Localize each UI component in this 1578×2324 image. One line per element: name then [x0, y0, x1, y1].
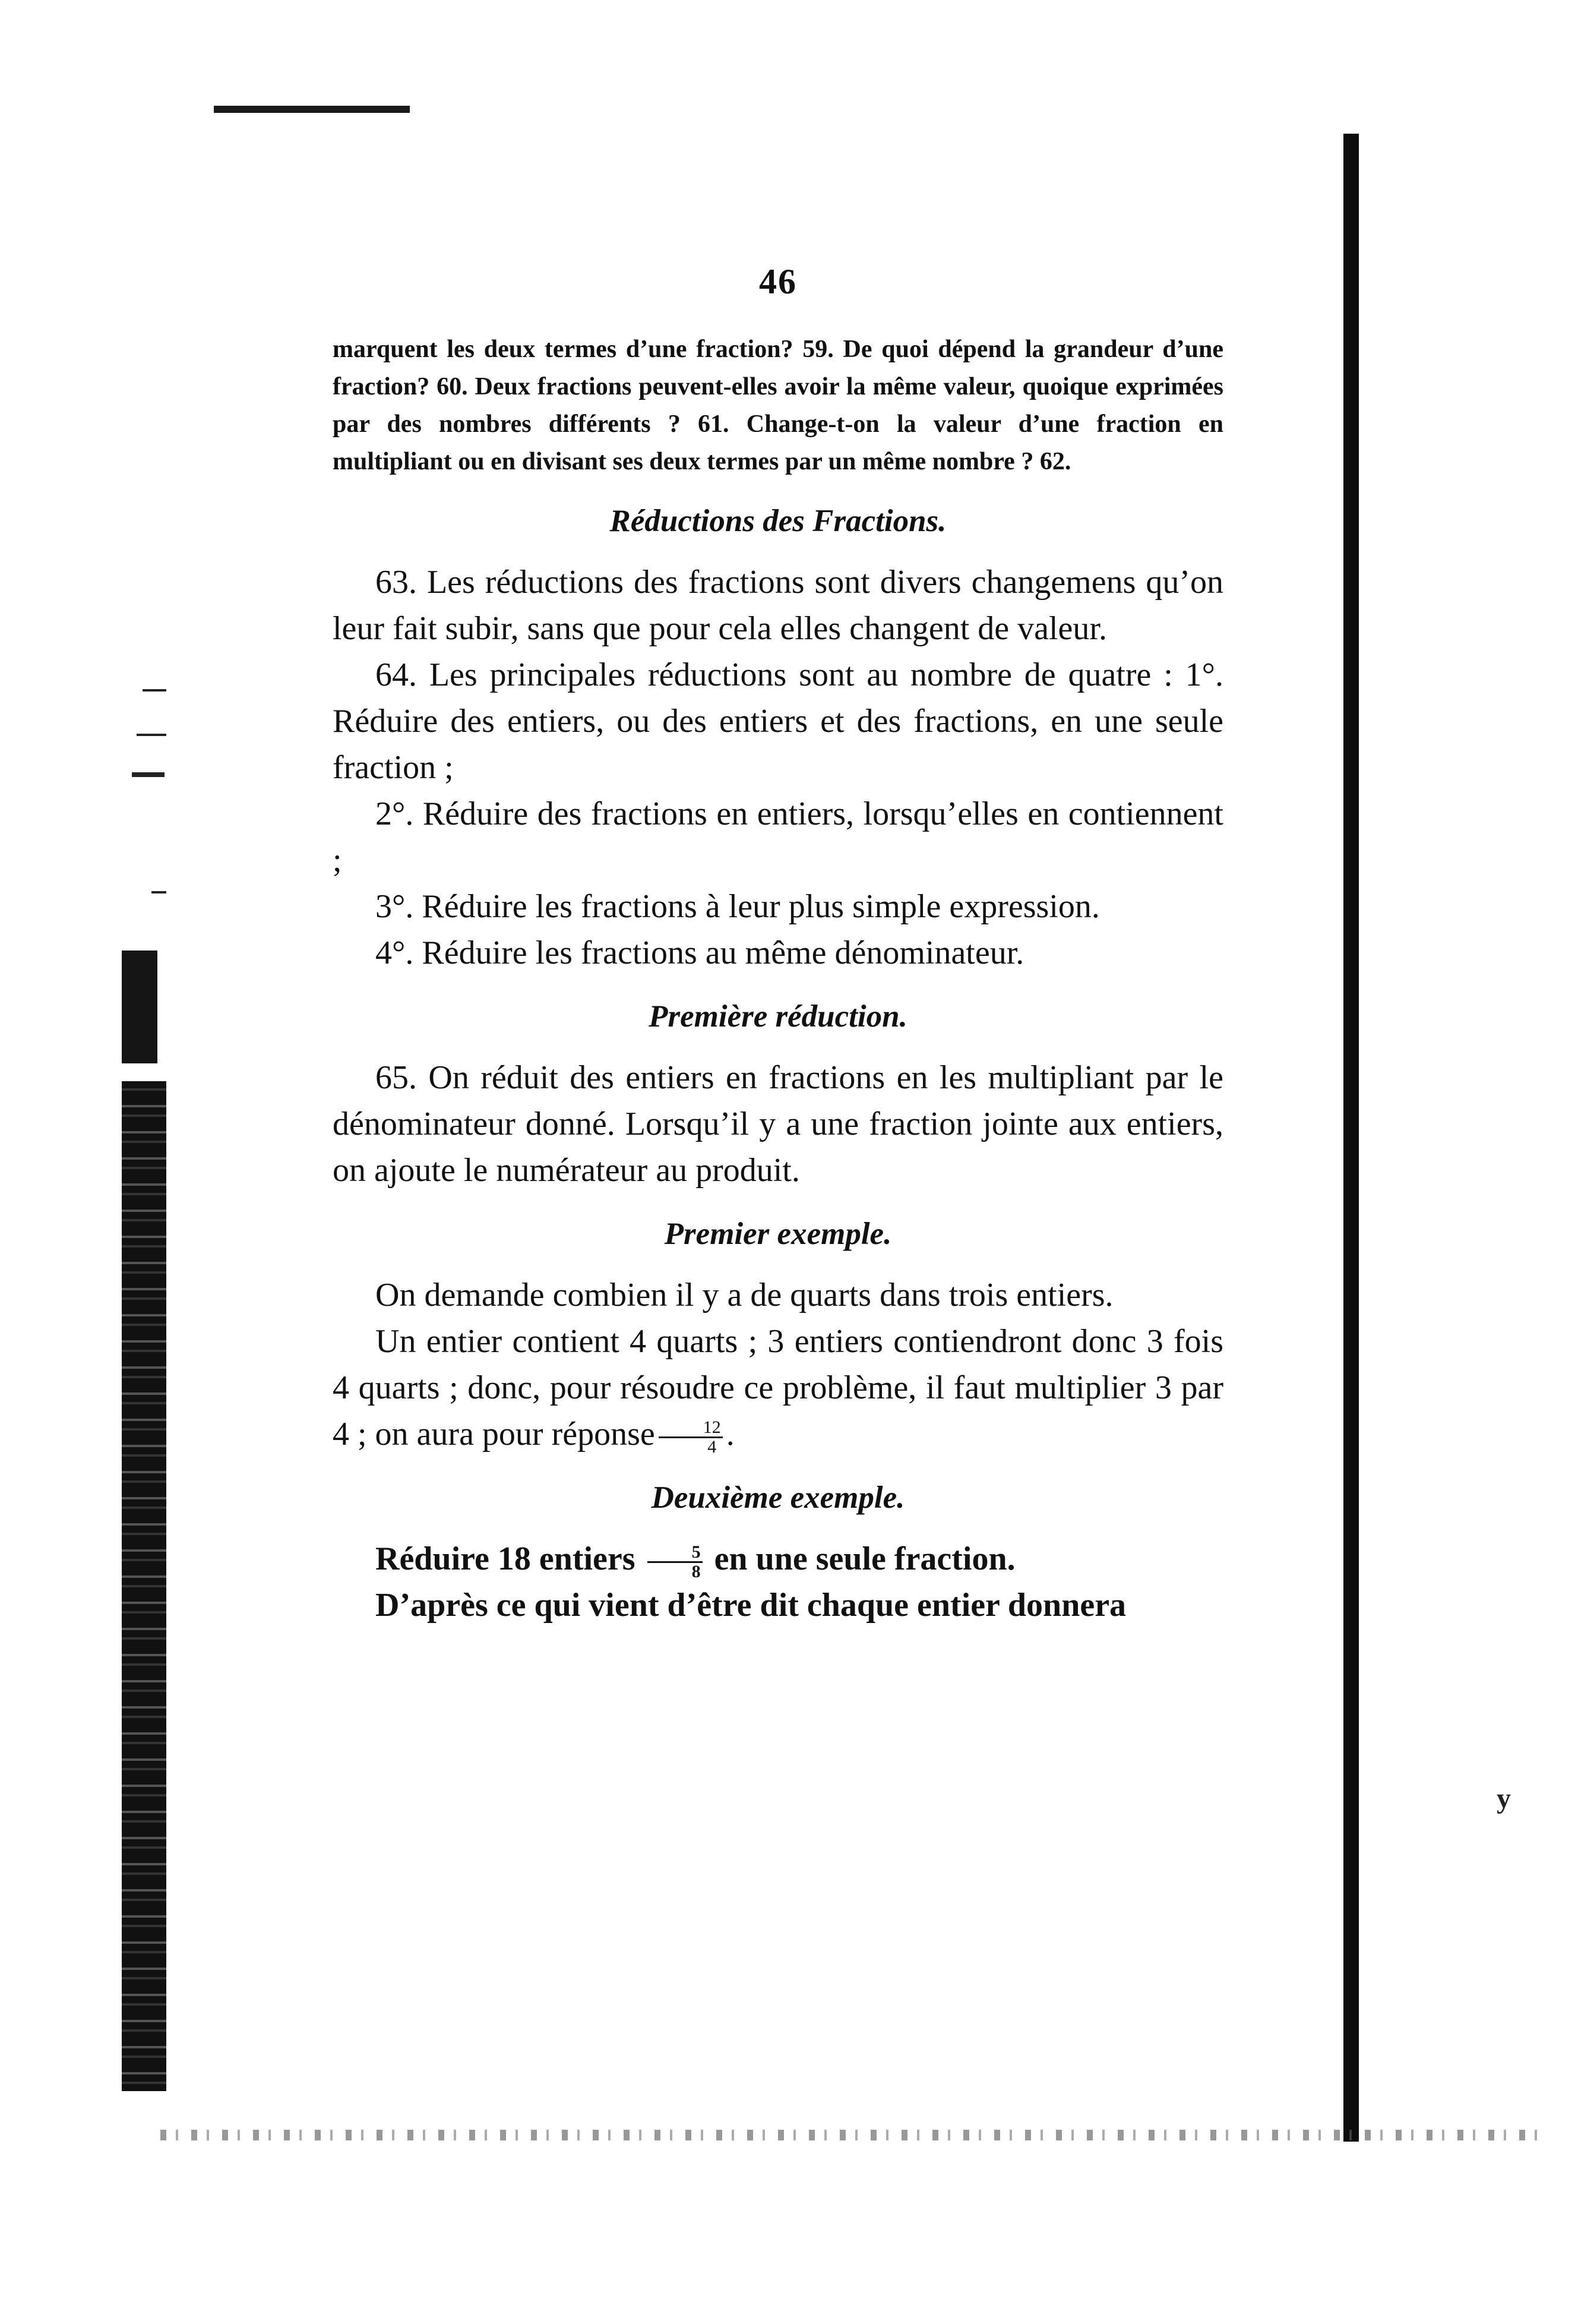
fraction-answer: [659, 1419, 723, 1456]
paragraph-64-item-2: 2°. Réduire des fractions en entiers, lorsqu’elles en contiennent ;: [333, 795, 1223, 879]
section-heading-deuxieme-exemple: Deuxième exemple.: [651, 1480, 905, 1515]
page-edge-left: [122, 1081, 166, 2091]
example-2-text-after: en une seule fraction.: [714, 1540, 1016, 1577]
scan-artifact-top: [214, 106, 410, 113]
fraction-answer-denominator: 4: [707, 1436, 717, 1457]
example-1-question: On demande combien il y a de quarts dans trois entiers.: [375, 1277, 1114, 1313]
paragraph-64: 64. Les principales réductions sont au nombre de quatre : 1°. Réduire des entiers, ou des entiers et des fractions, en une seule fraction ;: [333, 656, 1223, 786]
scan-tick: [137, 734, 166, 736]
scan-tick: [132, 772, 165, 777]
example-1-solution-text: Un entier contient 4 quarts ; 3 entiers contiendront donc 3 fois 4 quarts ; donc, pour résoudre ce problème, il faut multiplier 3 par 4 ; on aura pour réponse: [333, 1323, 1223, 1452]
section-heading-reductions: Réductions des Fractions.: [609, 504, 947, 538]
example-2-continuation: D’après ce qui vient d’être dit chaque entier donnera: [375, 1587, 1127, 1624]
fraction-example-2-denominator: 8: [691, 1561, 701, 1581]
scan-tick: [151, 891, 166, 893]
example-2-text-before: Réduire 18 entiers: [375, 1540, 635, 1577]
fraction-answer-numerator: 12: [659, 1419, 723, 1438]
paragraph-63: 63. Les réductions des fractions sont divers changemens qu’on leur fait subir, sans que pour cela elles changent de valeur.: [333, 564, 1223, 647]
page-edge-left-upper: [122, 951, 157, 1063]
review-questions: marquent les deux termes d’une fraction? 59. De quoi dépend la grandeur d’une fraction? 60. Deux fractions peuvent-elles avoir la même valeur, quoique exprimées par des nombres différents ? 61. Change-t-on la valeur d’une fraction en multipliant ou en divisant ses deux termes par un même nombre ? 62.: [333, 336, 1223, 475]
fraction-example-2: [647, 1543, 703, 1581]
page-edge-right: [1343, 134, 1359, 2142]
example-1-solution: Un entier contient 4 quarts ; 3 entiers contiendront donc 3 fois 4 quarts ; donc, pour résoudre ce problème, il faut multiplier 3 par 4 ; on aura pour réponse $\frac{12}{4}$ .: [333, 1323, 1223, 1457]
paragraph-64-item-3: 3°. Réduire les fractions à leur plus simple expression.: [375, 888, 1100, 925]
page-content: [333, 261, 1223, 1628]
section-heading-premiere-reduction: Première réduction.: [649, 999, 907, 1034]
paragraph-64-item-4: 4°. Réduire les fractions au même dénominateur.: [375, 934, 1024, 971]
scan-tick: [143, 689, 166, 691]
page-number: 46: [759, 262, 797, 301]
section-heading-premier-exemple: Premier exemple.: [664, 1217, 892, 1251]
margin-letter: y: [1497, 1783, 1511, 1814]
fraction-example-2-numerator: 5: [647, 1543, 703, 1563]
scan-artifact-bottom: [160, 2130, 1544, 2140]
example-2-question: [333, 1536, 1223, 1582]
paragraph-65: 65. On réduit des entiers en fractions en les multipliant par le dénominateur donné. Lorsqu’il y a une fraction jointe aux entiers, on ajoute le numérateur au produit.: [333, 1059, 1223, 1189]
